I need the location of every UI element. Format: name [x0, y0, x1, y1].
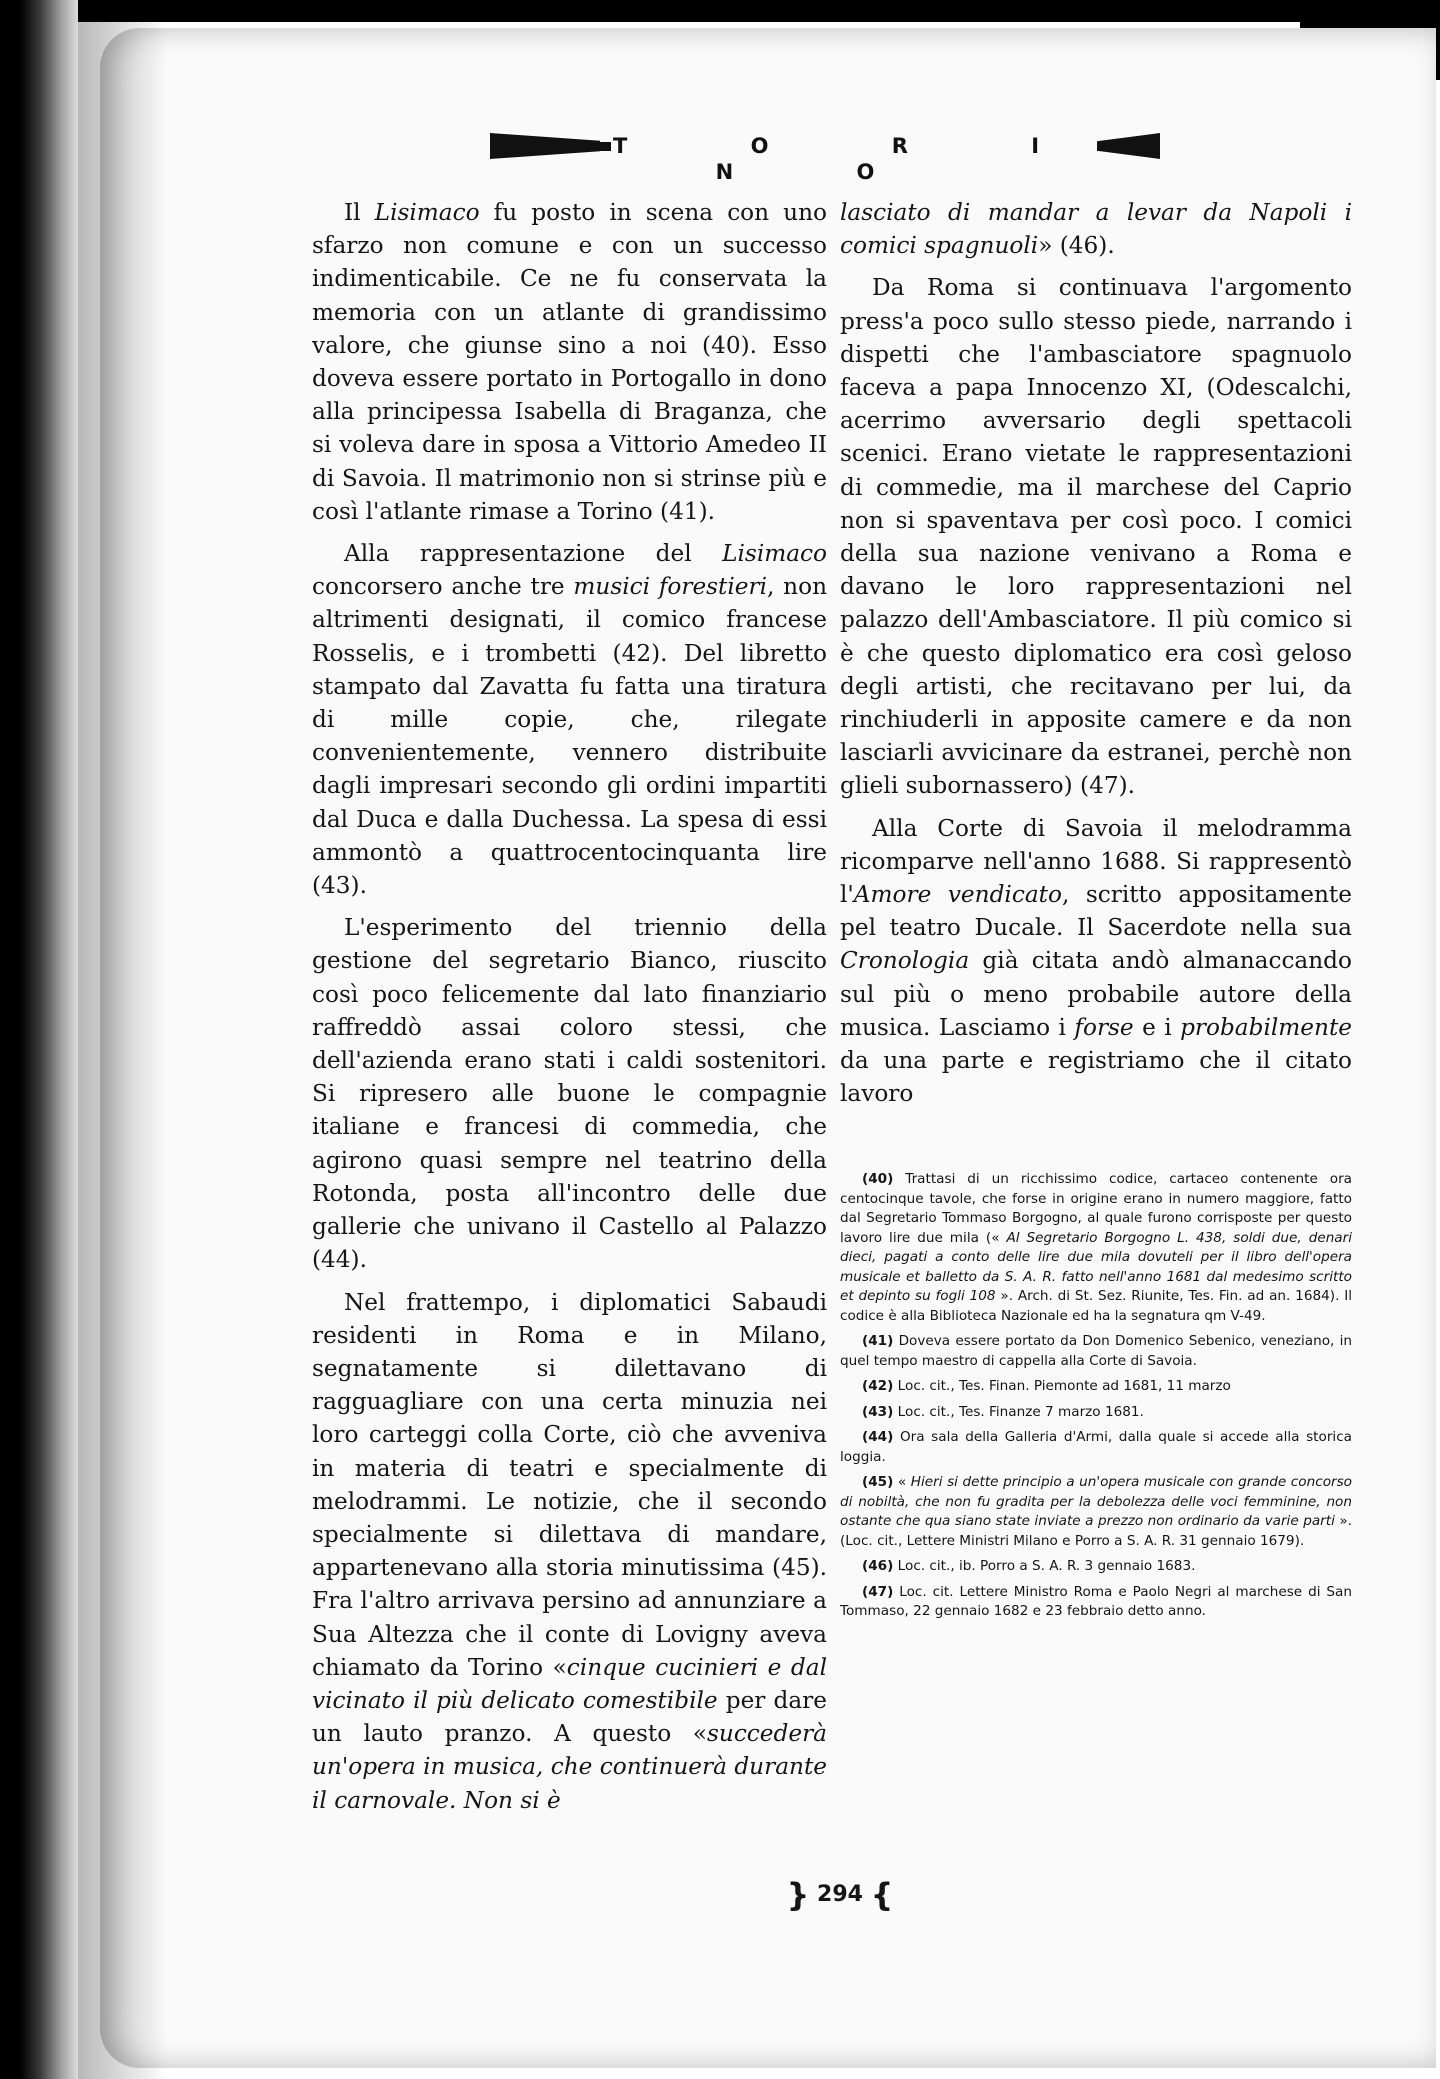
footnote-47: (47) Loc. cit. Lettere Ministro Roma e Paolo Negri al marchese di San Tommaso, 22 gennaio 1682 e 23 febbraio detto anno. [840, 1583, 1352, 1619]
page-number-ornament-left: } [786, 1876, 810, 1914]
page-number-value: 294 [817, 1882, 863, 1907]
footnotes [840, 1170, 1352, 1628]
paragraph: L'esperimento del triennio della gestione del segretario Bianco, riuscito così poco felicemente dal lato finanziario raffreddò assai coloro stessi, che dell'azienda erano stati i caldi sostenitori. Si ripresero alle buone le compagnie italiane e francesi di commedia, che agirono quasi sempre nel teatrino della Rotonda, posta all'incontro delle due gallerie che univano il Castello al Palazzo (44). [312, 914, 827, 1274]
paragraph: Da Roma si continuava l'argomento press'a poco sullo stesso piede, narrando i dispetti che l'ambasciatore spagnuolo faceva a papa Innocenzo XI, (Odescalchi, acerrimo avversario degli spettacoli scenici. Erano vietate le rappresentazioni di commedie, ma il marchese del Caprio non si spaventava per così poco. I comici della sua nazione venivano a Roma e davano le loro rappresentazioni nel palazzo dell'Ambasciatore. Il più comico si è che questo diplomatico era così geloso degli artisti, che recitavano per lui, da rinchiuderli in apposite camere e da non lasciarli avvicinare da estranei, perchè non glieli subornassero) (47). [840, 274, 1352, 800]
footnote-40: (40) Trattasi di un ricchissimo codice, cartaceo contenente ora centocinque tavole, che forse in origine erano in numero maggiore, fatto dal Segretario Tommaso Borgogno, al quale furono corrisposte per questo lavoro lire due mila (« Al Segretario Borgogno L. 438, soldi due, denari dieci, pagati a conto delle lire due mila dovuteli per il libro dell'opera musicale et balletto da S. A. R. fatto nell'anno 1681 dal medesimo scritto et depinto su fogli 108 ». Arch. di St. Sez. Riunite, Tes. Fin. ad an. 1684). Il codice è alla Biblioteca Nazionale ed ha la segnatura qm V-49. [840, 1171, 1353, 1324]
right-column [840, 196, 1352, 1119]
footnote-44: (44) Ora sala della Galleria d'Armi, dalla quale si accede alla storica loggia. [840, 1429, 1352, 1465]
paragraph: Alla Corte di Savoia il melodramma ricomparve nell'anno 1688. Si rappresentò l'Amore vendicato, scritto appositamente pel teatro Ducale. Il Sacerdote nella sua Cronologia già citata andò almanaccando sul più o meno probabile autore della musica. Lasciamo i forse e i probabilmente da una parte e registriamo che il citato lavoro [840, 814, 1352, 1108]
paragraph: Alla rappresentazione del Lisimaco concorsero anche tre musici forestieri, non altrimenti designati, il comico francese Rosselis, e i trombetti (42). Del libretto stampato dal Zavatta fu fatta una tiratura di mille copie, che, rilegate convenientemente, vennero distribuite dagli impresari secondo gli ordini impartiti dal Duca e dalla Duchessa. La spesa di essi ammontò a quattrocentocinquanta lire (43). [312, 540, 827, 900]
paragraph: Il Lisimaco fu posto in scena con uno sfarzo non comune e con un successo indimenticabile. Ce ne fu conservata la memoria con un atlante di grandissimo valore, che giunse sino a noi (40). Esso doveva essere portato in Portogallo in dono alla principessa Isabella di Braganza, che si voleva dare in sposa a Vittorio Amedeo II di Savoia. Il matrimonio non si strinse più e così l'atlante rimase a Torino (41). [312, 199, 827, 525]
page-number-ornament-right: { [870, 1876, 894, 1914]
running-head [490, 133, 1160, 184]
scan-border-left [0, 0, 78, 2079]
scan-border-top [0, 0, 1440, 22]
paragraph: Nel frattempo, i diplomatici Sabaudi residenti in Roma e in Milano, segnatamente si dilettavano di ragguagliare con una certa minuzia nei loro carteggi colla Corte, ciò che avveniva in materia di teatri e specialmente di melodrammi. Le notizie, che il secondo specialmente si dilettava di mandare, appartenevano alla storia minutissima (45). Fra l'altro arrivava persino ad annunziare a Sua Altezza che il conte di Lovigny aveva chiamato da Torino «cinque cucinieri e dal vicinato il più delicato comestibile per dare un lauto pranzo. A questo «succederà un'opera in musica, che continuerà durante il carnovale. Non si è [312, 1288, 827, 1814]
footnote-45: (45) « Hieri si dette principio a un'opera musicale con grande concorso di nobiltà, che non fu gradita per la debolezza delle voci femminine, non ostante che qua siano state inviate a prezzo non ordinario da varie parti ». (Loc. cit., Lettere Ministri Milano e Porro a S. A. R. 31 gennaio 1679). [840, 1474, 1352, 1549]
footnote-46: (46) Loc. cit., ib. Porro a S. A. R. 3 gennaio 1683. [862, 1558, 1196, 1574]
running-head-title: T O R I N O [612, 134, 1098, 184]
footnote-41: (41) Doveva essere portato da Don Domenico Sebenico, veneziano, in quel tempo maestro di cappella alla Corte di Savoia. [840, 1333, 1352, 1369]
paragraph: lasciato di mandar a levar da Napoli i comici spagnuoli» (46). [840, 199, 1352, 260]
page-gutter-shadow [78, 0, 168, 2079]
left-column [312, 196, 827, 1826]
footnote-43: (43) Loc. cit., Tes. Finanze 7 marzo 1681. [862, 1403, 1144, 1420]
footnote-42: (42) Loc. cit., Tes. Finan. Piemonte ad 1681, 11 marzo [862, 1378, 1231, 1394]
page-number [780, 1876, 900, 1914]
